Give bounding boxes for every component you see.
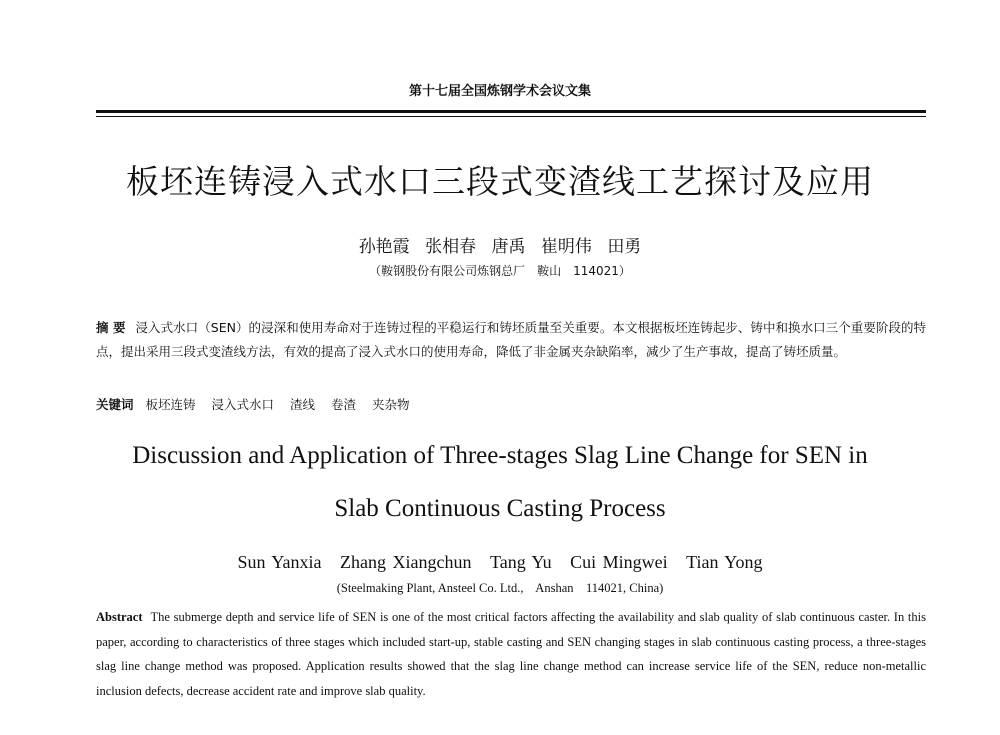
author-en-5: Tian Yong [686, 552, 763, 572]
author-cn-2: 张相春 [425, 237, 477, 257]
keyword-cn-4: 卷渣 [331, 397, 357, 412]
chinese-abstract-label: 摘 要 [96, 320, 126, 335]
english-title-line-1: Discussion and Application of Three-stages Slag Line Change for SEN in [132, 442, 868, 469]
english-abstract-label: Abstract [96, 610, 143, 624]
chinese-abstract-text: 浸入式水口（SEN）的浸深和使用寿命对于连铸过程的平稳运行和铸坯质量至关重要。本文根据板坯连铸起步、铸中和换水口三个重要阶段的特点，提出采用三段式变渣线方法，有效的提高了浸入式水口的使用寿命，降低了非金属夹杂缺陷率，减少了生产事故，提高了铸坯质量。 [96, 320, 927, 359]
chinese-keywords [96, 393, 926, 417]
english-authors [0, 552, 1000, 573]
author-en-3: Tang Yu [490, 552, 552, 572]
chinese-abstract [96, 316, 926, 364]
english-title-line-2: Slab Continuous Casting Process [334, 495, 666, 522]
author-en-4: Cui Mingwei [570, 552, 668, 572]
chinese-keywords-label: 关键词 [96, 397, 134, 412]
keyword-cn-1: 板坯连铸 [145, 397, 196, 412]
author-cn-3: 唐禹 [491, 237, 526, 257]
chinese-title: 板坯连铸浸入式水口三段式变渣线工艺探讨及应用 [126, 162, 874, 201]
english-abstract-text: The submerge depth and service life of SEN is one of the most critical factors affecting the availability and slab quality of slab continuous caster. In this paper, according to characteristics of three stages which included start-up, stable casting and SEN changing stages in slab continuous casting process, a three-stages slag line change method was proposed. Application results showed that the slag line change method can increase service life of the SEN, reduce non-metallic inclusion defects, decrease accident rate and improve slab quality. [96, 610, 926, 698]
keyword-cn-3: 渣线 [290, 397, 316, 412]
header-rule-thick [96, 110, 926, 113]
author-en-2: Zhang Xiangchun [340, 552, 472, 572]
running-head: 第十七届全国炼钢学术会议文集 [408, 84, 591, 99]
author-en-1: Sun Yanxia [237, 552, 322, 572]
chinese-affiliation: （鞍钢股份有限公司炼钢总厂 鞍山 114021） [369, 264, 631, 278]
keyword-cn-2: 浸入式水口 [211, 397, 275, 412]
author-cn-1: 孙艳霞 [358, 237, 410, 257]
author-cn-5: 田勇 [607, 237, 642, 257]
header-rule-thin [96, 116, 926, 117]
english-abstract [96, 605, 926, 703]
keyword-cn-5: 夹杂物 [372, 397, 410, 412]
author-cn-4: 崔明伟 [540, 237, 592, 257]
chinese-authors [0, 232, 1000, 257]
english-affiliation: (Steelmaking Plant, Ansteel Co. Ltd., Anshan 114021, China) [336, 581, 664, 595]
